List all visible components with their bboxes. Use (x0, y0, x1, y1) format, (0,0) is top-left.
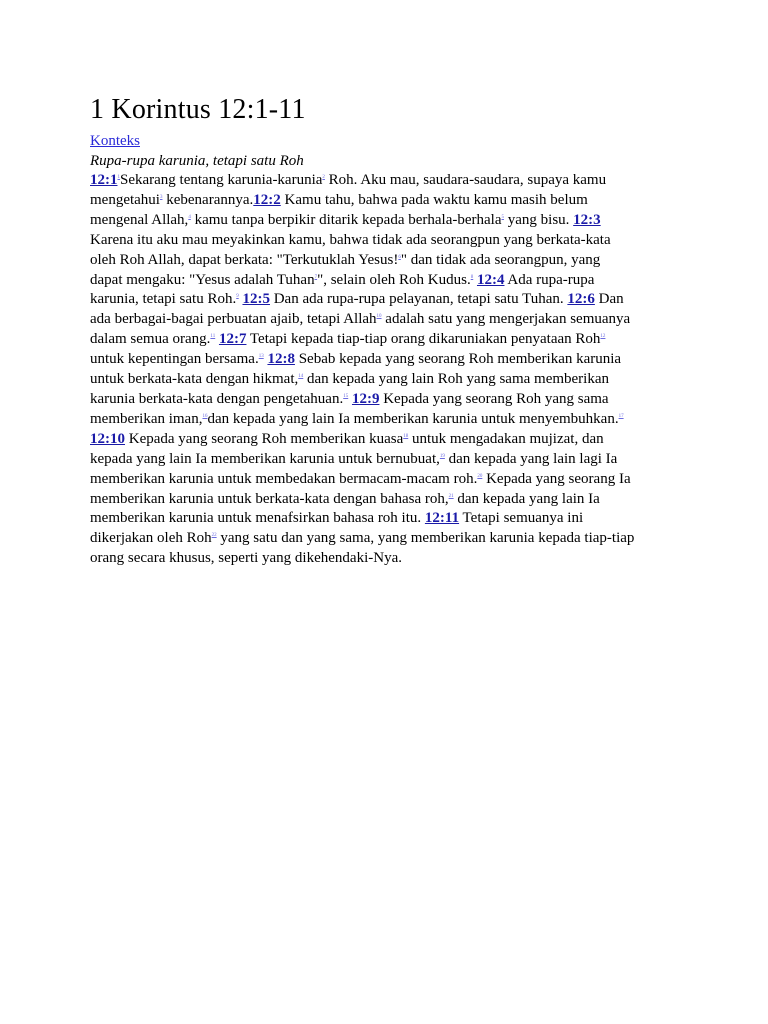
passage-text-run: dan kepada yang lain lagi Ia memberikan karunia untuk membedakan bermacam-macam roh. (90, 450, 618, 487)
footnote-marker[interactable]: 15 (343, 393, 349, 399)
passage-text (90, 171, 635, 569)
footnote-marker[interactable]: 12 (600, 334, 606, 340)
footnote-marker[interactable]: 10 (376, 314, 382, 320)
verse-number-link[interactable]: 12:7 (218, 331, 247, 348)
footnote-marker[interactable]: 1 (117, 175, 120, 180)
context-link[interactable]: Konteks (90, 133, 140, 149)
footnote-marker[interactable]: 16 (202, 413, 208, 419)
passage-text-run: Kepada yang seorang Roh yang sama memberikan iman, (90, 390, 609, 427)
footnote-marker[interactable]: 19 (439, 453, 445, 459)
footnote-marker[interactable]: 18 (403, 433, 409, 439)
passage-text-run: adalah satu yang mengerjakan semuanya dalam semua orang. (90, 311, 631, 348)
footnote-marker[interactable]: 20 (477, 473, 483, 479)
section-subtitle: Rupa-rupa karunia, tetapi satu Roh (90, 153, 304, 169)
passage-text-run: Kamu tahu, bahwa pada waktu kamu masih belum mengenal Allah, (90, 191, 588, 228)
passage-text-run: Kepada yang seorang Ia memberikan karunia untuk berkata-kata dengan bahasa roh, (90, 470, 631, 507)
footnote-marker[interactable]: 9 (236, 294, 239, 300)
passage-text-run: Sebab kepada yang seorang Roh memberikan karunia untuk berkata-kata dengan hikmat, (90, 351, 622, 388)
passage-text-run: Roh. Aku mau, saudara-saudara, supaya kamu mengetahui (90, 172, 607, 208)
document-page (90, 92, 635, 569)
passage-text-run: kamu tanpa berpikir ditarik kepada berhala-berhala (190, 211, 502, 228)
footnote-marker[interactable]: 21 (448, 493, 454, 499)
passage-text-run: dan kepada yang lain Roh yang sama memberikan karunia berkata-kata dengan pengetahuan. (90, 371, 610, 407)
verse-number-link[interactable]: 12:2 (253, 191, 281, 208)
passage-text-run: Karena itu aku mau meyakinkan kamu, bahwa tidak ada seorangpun yang berkata-kata oleh Roh Allah, dapat berkata: "Terkutuklah Yesus! (90, 231, 611, 268)
passage-text-run: untuk mengadakan mujizat, dan kepada yang lain Ia memberikan karunia untuk bernubuat, (90, 430, 604, 467)
passage-text-run: untuk kepentingan bersama. (90, 351, 259, 368)
footnote-marker[interactable]: 6 (398, 254, 401, 260)
footnote-marker[interactable]: 14 (298, 374, 304, 380)
passage-text-run: Tetapi kepada tiap-tiap orang dikaruniakan penyataan Roh (246, 331, 601, 348)
footnote-marker[interactable]: 2 (322, 175, 325, 180)
passage-text-run: Dan ada berbagai-bagai perbuatan ajaib, tetapi Allah (90, 291, 624, 328)
verse-number-link[interactable]: 12:3 (573, 211, 601, 228)
passage-text-run: yang bisu. (504, 211, 574, 228)
passage-text-run: Tetapi semuanya ini dikerjakan oleh Roh (90, 510, 584, 547)
footnote-marker[interactable]: 8 (470, 274, 474, 280)
verse-number-link[interactable]: 12:6 (567, 291, 595, 308)
passage-text-run: ", selain oleh Roh Kudus. (317, 271, 471, 288)
footnote-marker[interactable]: 5 (501, 214, 504, 220)
passage-text-run: " dan tidak ada seorangpun, yang dapat mengaku: "Yesus adalah Tuhan (90, 251, 601, 288)
passage-text-run: dan kepada yang lain Ia memberikan karunia untuk menyembuhkan. (207, 410, 619, 427)
verse-number-link[interactable]: 12:8 (267, 351, 295, 368)
verse-number-link[interactable]: 12:1 (90, 172, 118, 188)
passage-text-run: yang satu dan yang sama, yang memberikan karunia kepada tiap-tiap orang secara khusus, seperti yang dikehendaki-Nya. (90, 530, 635, 567)
verse-number-link[interactable]: 12:4 (476, 271, 505, 288)
page-title: 1 Korintus 12:1-11 (90, 94, 306, 125)
verse-number-link[interactable]: 12:11 (424, 510, 460, 527)
footnote-marker[interactable]: 17 (618, 413, 624, 419)
passage-text-run: kebenarannya. (162, 191, 254, 208)
passage-text-run: Sekarang tentang karunia-karunia (120, 172, 323, 188)
footnote-marker[interactable]: 13 (258, 354, 264, 360)
verse-number-link[interactable]: 12:5 (242, 291, 270, 308)
passage-text-run: Ada rupa-rupa karunia, tetapi satu Roh. (90, 271, 595, 308)
footnote-marker[interactable]: 3 (159, 194, 163, 200)
passage-text-run: Kepada yang seorang Roh memberikan kuasa (125, 430, 404, 447)
passage-text-run: dan kepada yang lain Ia memberikan karunia untuk menafsirkan bahasa roh itu. (90, 490, 600, 527)
footnote-marker[interactable]: 7 (314, 274, 318, 280)
footnote-marker[interactable]: 4 (188, 214, 191, 220)
verse-number-link[interactable]: 12:9 (351, 390, 380, 407)
passage-text-run: Dan ada rupa-rupa pelayanan, tetapi satu Tuhan. (269, 291, 568, 308)
verse-number-link[interactable]: 12:10 (90, 430, 125, 447)
footnote-marker[interactable]: 11 (210, 334, 216, 340)
footnote-marker[interactable]: 22 (211, 533, 217, 539)
